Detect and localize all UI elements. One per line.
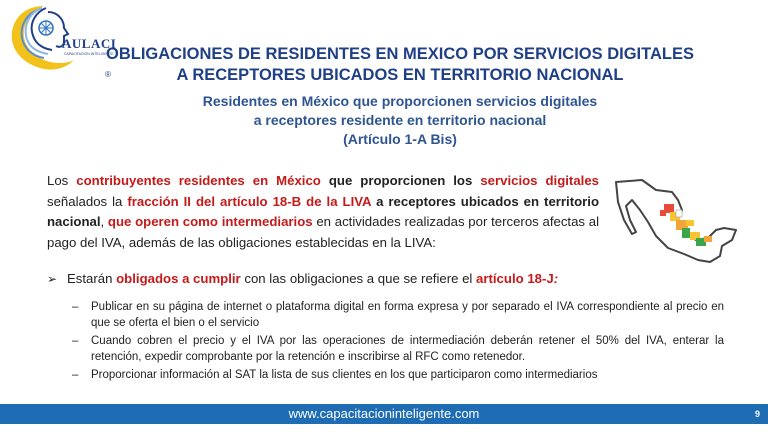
mexico-map-illustration <box>612 176 740 272</box>
page-number: 9 <box>754 409 760 419</box>
page-title <box>100 44 700 86</box>
bullet-colon: : <box>553 271 559 286</box>
intro-text: señalados la <box>47 193 128 209</box>
list-item-text: Cuando cobren el precio y el IVA por las operaciones de intermediación deberán retener el 50% del IVA, enterar la retención, expedir comprobante por la retención e inscribirse al RFC como retenedor. <box>91 335 724 363</box>
footer-bar <box>0 404 768 424</box>
page-subtitle <box>120 92 680 149</box>
intro-text: Los <box>47 173 77 188</box>
list-item <box>70 333 724 365</box>
logo-wordmark: AULACI <box>62 36 117 51</box>
bullet-text: Estarán <box>67 271 117 286</box>
intro-highlight: contribuyentes residentes en México <box>76 173 321 188</box>
intro-highlight: que operen como intermediarios <box>107 214 313 229</box>
arrow-bullet-icon: ➢ <box>47 272 58 286</box>
obligations-list <box>70 299 724 385</box>
subtitle-line-1: Residentes en México que proporcionen servicios digitales <box>202 93 598 109</box>
bullet-obligations <box>47 270 707 288</box>
title-line-2: A RECEPTORES UBICADOS EN TERRITORIO NACIONAL <box>176 66 624 84</box>
bullet-highlight: obligados a cumplir <box>116 271 241 286</box>
subtitle-line-2: a receptores residente en territorio nacional <box>253 112 547 128</box>
list-item <box>70 367 724 383</box>
intro-highlight: servicios digitales <box>480 173 599 188</box>
intro-text: en actividades realizadas por terceros afectas al pago del IVA, además de las obligaciones establecidas en la LIVA: <box>47 214 600 250</box>
subtitle-line-3: (Artículo 1-A Bis) <box>343 131 457 147</box>
list-item-text: Publicar en su página de internet o plataforma digital en forma expresa y por separado el IVA correspondiente al precio en que se oferta el bien o el servicio <box>91 301 724 329</box>
registered-mark: ® <box>105 70 111 79</box>
logo-tagline: CAPACITACION INTELIGENTE <box>64 52 114 56</box>
dash-bullet-icon: – <box>72 369 79 381</box>
intro-paragraph <box>47 171 599 253</box>
intro-highlight: fracción II del artículo 18-B de la LIVA <box>127 193 372 209</box>
dash-bullet-icon: – <box>72 335 79 347</box>
mexico-map-icon <box>612 176 740 272</box>
list-item <box>70 299 724 331</box>
bullet-text: con las obligaciones a que se refiere el <box>240 271 477 286</box>
intro-bold: a receptores ubicados en territorio nacional <box>47 193 600 229</box>
title-line-1: OBLIGACIONES DE RESIDENTES EN MEXICO POR SERVICIOS DIGITALES <box>106 45 694 63</box>
intro-text: , <box>100 214 108 229</box>
website-link[interactable]: www.capacitacioninteligente.com <box>288 406 480 421</box>
dash-bullet-icon: – <box>72 301 79 313</box>
intro-bold: que proporcionen los <box>320 173 481 188</box>
bullet-highlight: artículo 18-J <box>476 271 554 286</box>
list-item-text: Proporcionar información al SAT la lista de sus clientes en los que participaron como intermediarios <box>91 369 598 381</box>
